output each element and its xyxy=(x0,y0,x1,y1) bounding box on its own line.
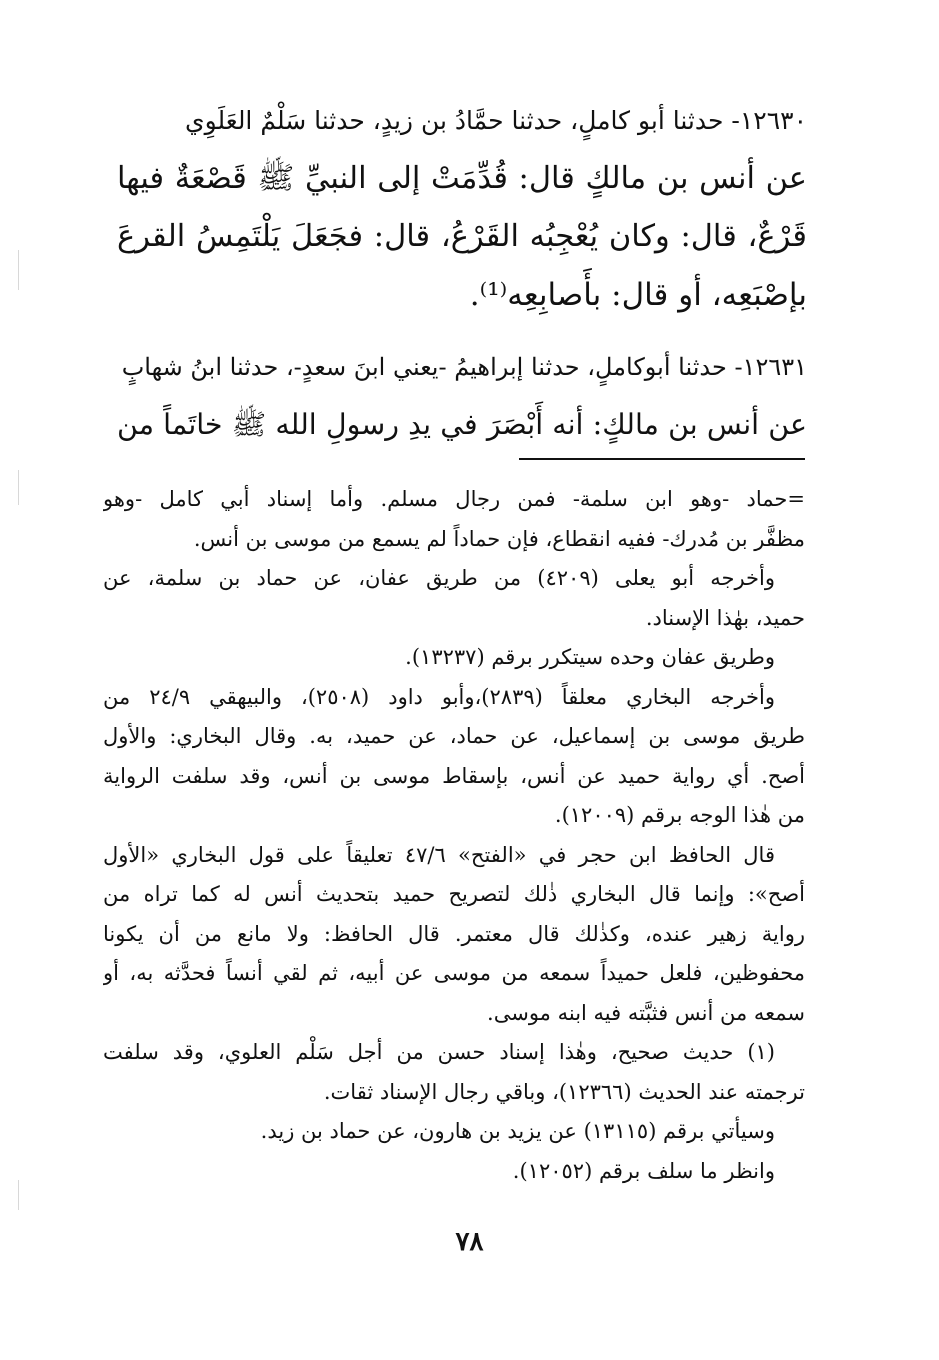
footnote-line: مظفَّر بن مُدرك- ففيه انقطاع، فإن حماداً لم يسمع من موسى بن أنس. xyxy=(193,526,805,551)
footnote-line: =حماد -وهو ابن سلمة- فمن رجال مسلم. وأما إسناد أبي كامل -وهو xyxy=(103,487,805,511)
footnotes xyxy=(103,480,805,1191)
footnote-line: وسيأتي برقم (١٣١١٥) عن يزيد بن هارون، عن حماد بن زيد. xyxy=(260,1119,775,1143)
footnote-line: أصح»: وإنما قال البخاري ذٰلك لتصريح حميد بتحديث أنس له كما تراه من xyxy=(103,882,805,906)
hadith-12631-matn xyxy=(117,396,807,454)
hadith-line: عن أنس بن مالكٍ قال: قُدِّمَتْ إلى النبيِّ ﷺ قَصْعَةٌ فيها xyxy=(117,161,807,196)
footnote-line: وطريق عفان وحده سيتكرر برقم (١٣٢٣٧). xyxy=(405,645,775,669)
hadith-12630-matn xyxy=(117,150,807,324)
footnote-line: من هٰذا الوجه برقم (١٢٠٠٩). xyxy=(554,803,805,827)
footnote-line: سمعه من أنس فثبَّته فيه ابنه موسى. xyxy=(487,1000,805,1025)
scan-margin-mark xyxy=(18,250,19,290)
footnote-line: حميد، بهٰذا الإسناد. xyxy=(645,605,805,630)
footnote-line: أصح. أي رواية حميد عن أنس، بإسقاط موسى بن أنس، وقد سلفت الرواية xyxy=(103,763,805,788)
main-text xyxy=(117,92,807,454)
footnote-line: وأخرجه أبو يعلى (٤٢٠٩) من طريق عفان، عن حماد بن سلمة، عن xyxy=(103,566,775,590)
hadith-12630-chain: ١٢٦٣٠- حدثنا أبو كاملٍ، حدثنا حمَّادُ بن زيدٍ، حدثنا سَلْمٌ العَلَوِي xyxy=(185,106,807,135)
footnote-line: ترجمته عند الحديث (١٢٣٦٦)، وباقي رجال الإسناد ثقات. xyxy=(323,1079,805,1104)
footnote-line: وأخرجه البخاري معلقاً (٢٨٣٩)،وأبو داود (٢٥٠٨)، والبيهقي ٢٤/٩ من xyxy=(103,684,775,709)
footnote-line: وانظر ما سلف برقم (١٢٠٥٢). xyxy=(512,1158,775,1183)
hadith-line: عن أنس بن مالكٍ: أنه أَبْصَرَ في يدِ رسولِ الله ﷺ خاتَماً من xyxy=(117,408,807,441)
footnote-line: (١) حديث صحيح، وهٰذا إسناد حسن من أجل سَلْم العلوي، وقد سلفت xyxy=(103,1040,775,1064)
page-number: ٧٨ xyxy=(455,1227,484,1257)
hadith-line: قَرْعٌ، قال: وكان يُعْجِبُه القَرْعُ، قال: فجَعَلَ يَلْتَمِسُ القرعَ xyxy=(117,219,807,254)
footnote-line: طريق موسى بن إسماعيل، عن حماد، عن حميد، به. وقال البخاري: والأول xyxy=(103,724,805,748)
scan-margin-mark xyxy=(18,1180,19,1210)
scan-margin-mark xyxy=(18,470,19,505)
footnote-separator xyxy=(519,458,805,460)
hadith-12631-chain: ١٢٦٣١- حدثنا أبوكاملٍ، حدثنا إبراهيمُ -يعني ابنَ سعدٍ-، حدثنا ابنُ شهابٍ xyxy=(121,353,807,381)
paragraph-spacer xyxy=(117,324,807,338)
hadith-line: بإصْبَعِه، أو قال: بأَصابِعِه⁽¹⁾. xyxy=(469,277,807,313)
footnote-line: قال الحافظ ابن حجر في «الفتح» ٤٧/٦ تعليقاً على قول البخاري «الأول xyxy=(103,842,775,867)
footnote-line: محفوظين، فلعل حميداً سمعه من موسى عن أبيه، ثم لقي أنساً فحدَّثه به، أو xyxy=(103,961,805,985)
footnote-line: رواية زهير عنده، وكذٰلك قال معتمر. قال الحافظ: ولا مانع من أن يكونا xyxy=(103,921,805,946)
